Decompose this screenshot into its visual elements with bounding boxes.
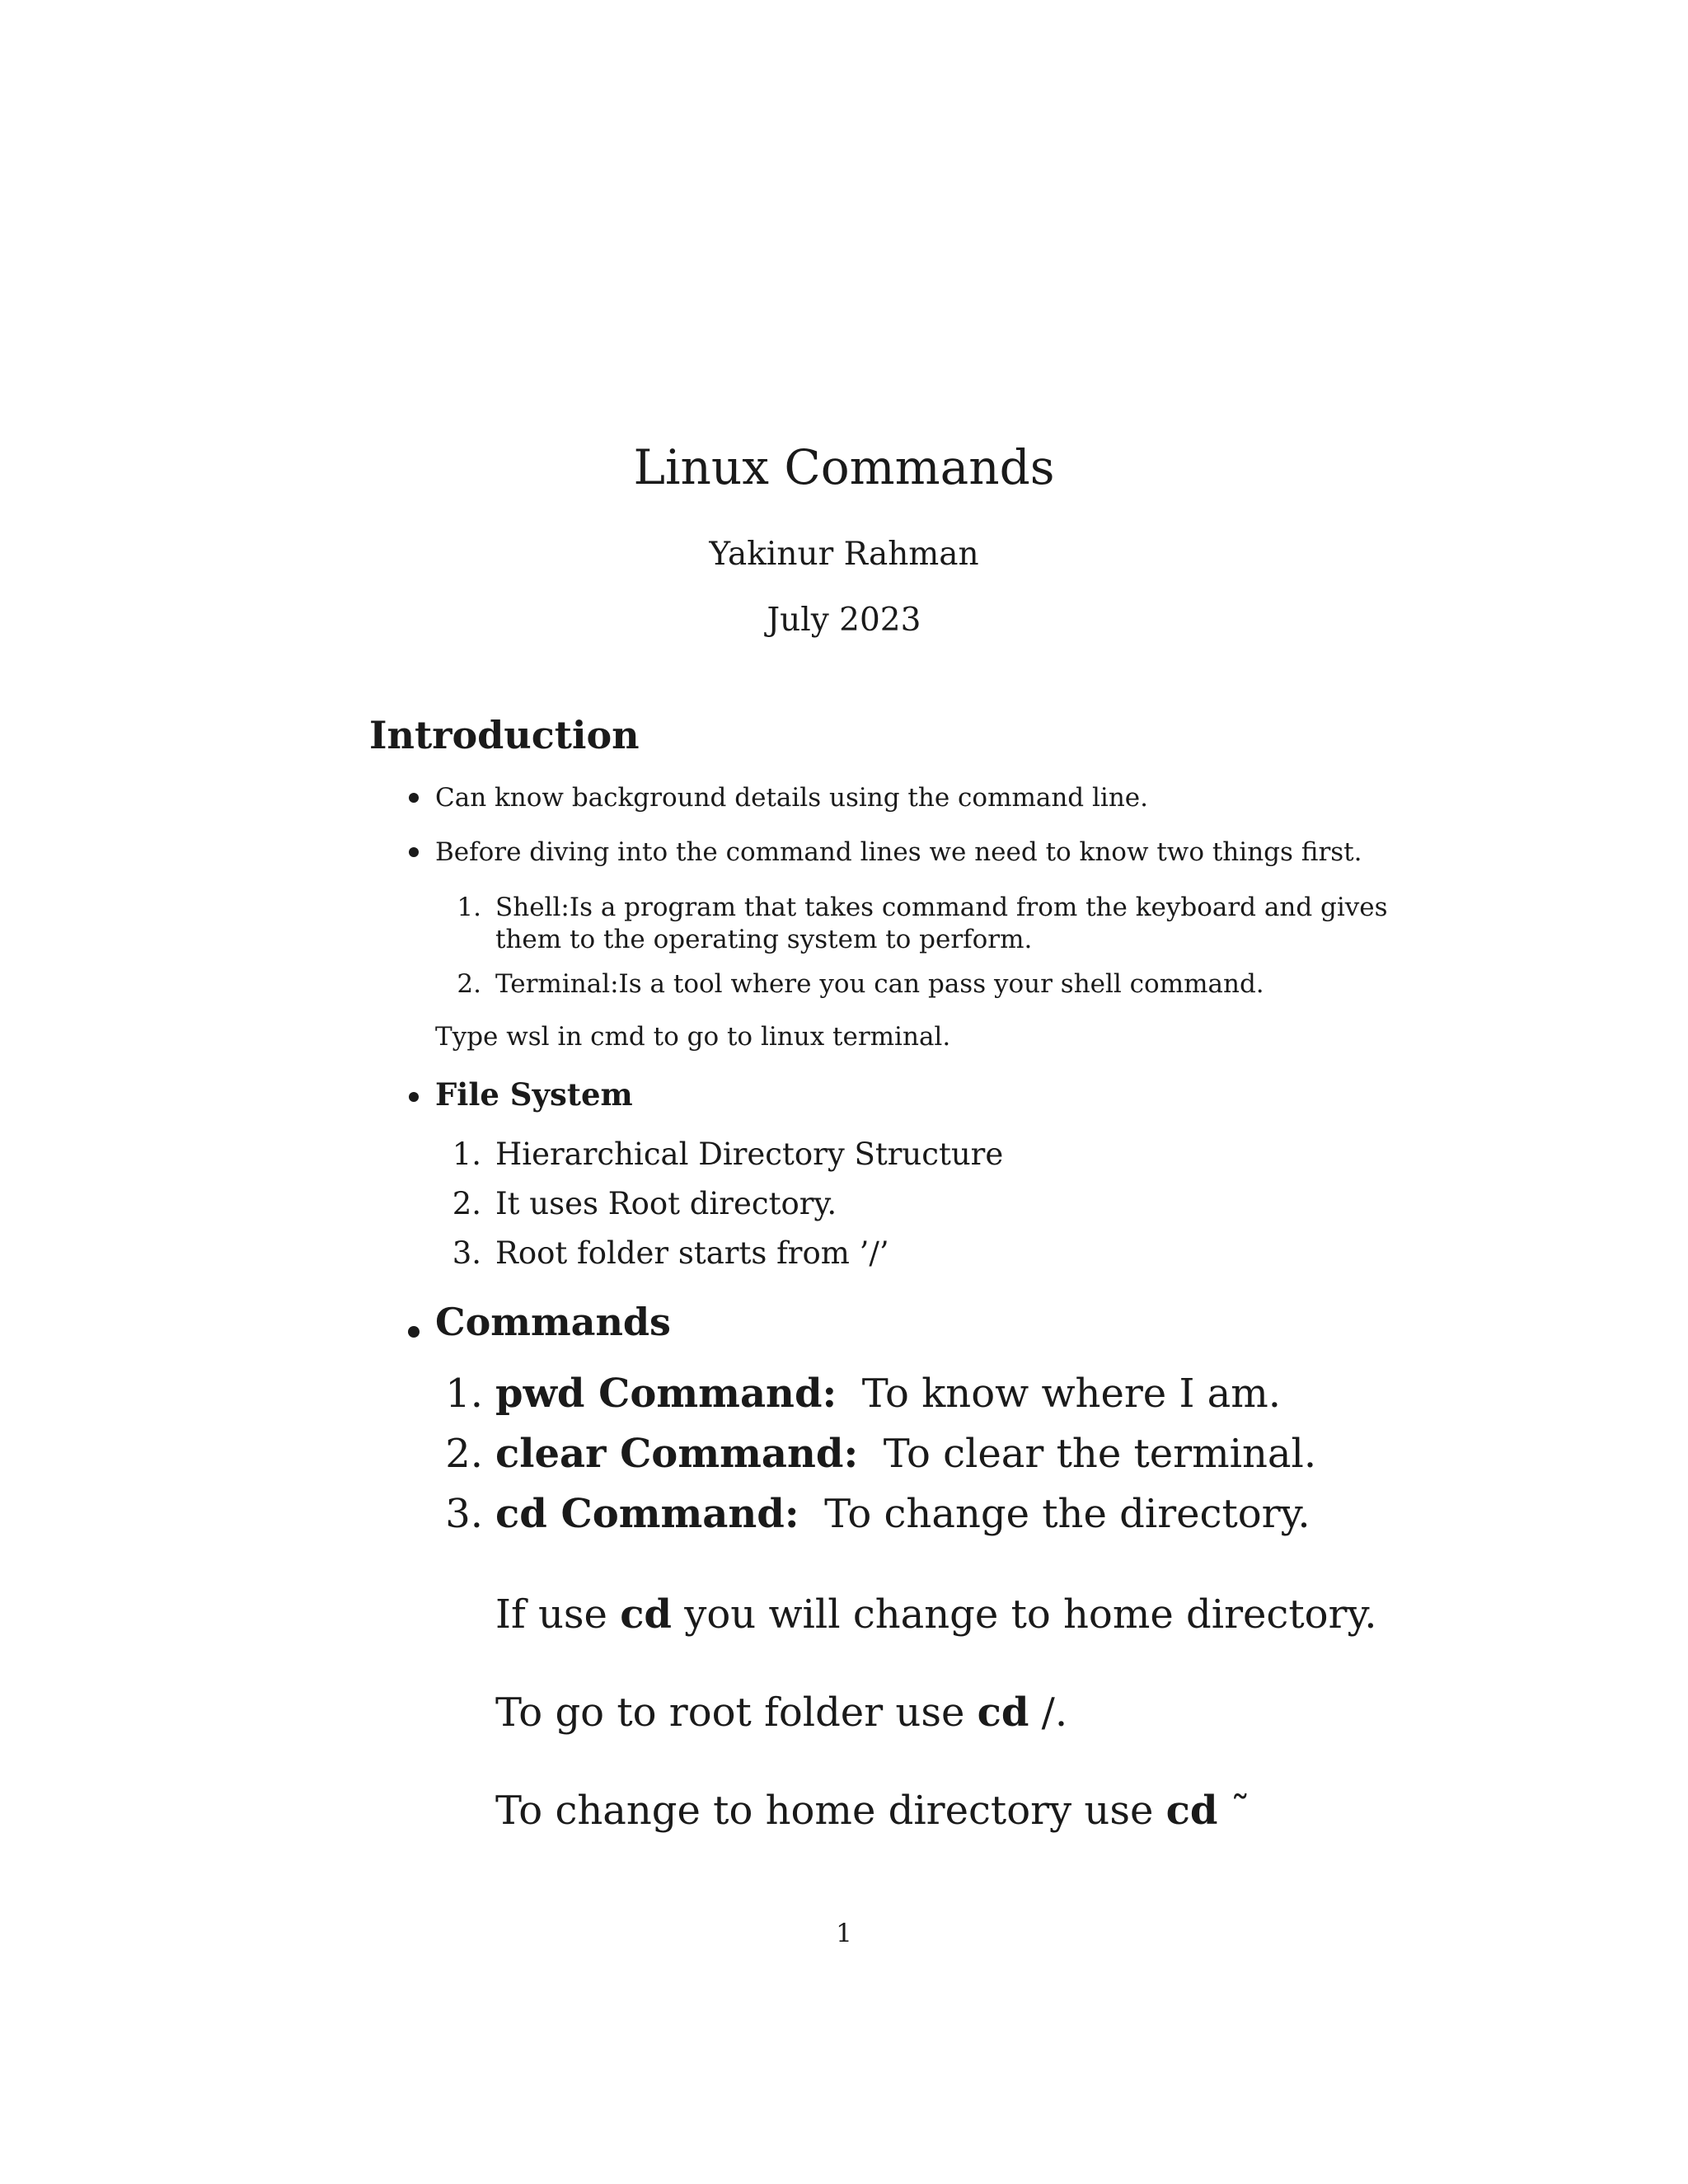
cd-note-root xyxy=(495,1687,1067,1738)
file-system-item: Hierarchical Directory Structure xyxy=(495,1137,1004,1172)
document-author: Yakinur Rahman xyxy=(709,536,979,573)
bullet-icon xyxy=(408,1326,420,1338)
list-number: 1. xyxy=(457,893,481,922)
page-number: 1 xyxy=(836,1919,852,1948)
list-number: 1. xyxy=(452,1137,481,1172)
command-item-clear xyxy=(495,1428,1316,1479)
intro-bullet-2: Before diving into the command lines we need to know two things first. xyxy=(435,837,1362,867)
cd-note-tilde xyxy=(495,1785,1250,1836)
note-text: /. xyxy=(1029,1690,1068,1736)
command-name: pwd Command: xyxy=(495,1371,837,1417)
list-number: 2. xyxy=(452,1186,481,1221)
shell-definition-line-1: Shell:Is a program that takes command from the keyboard and gives xyxy=(495,893,1388,922)
bullet-icon xyxy=(409,847,419,857)
document-date: July 2023 xyxy=(767,602,921,639)
note-text: you will change to home directory. xyxy=(672,1591,1377,1638)
section-heading-introduction: Introduction xyxy=(369,713,640,757)
command-item-cd xyxy=(495,1488,1311,1540)
note-text: To go to root folder use xyxy=(495,1690,978,1736)
command-name: clear Command: xyxy=(495,1431,859,1477)
cd-note-home xyxy=(495,1589,1376,1640)
intro-bullet-1: Can know background details using the command line. xyxy=(435,783,1149,813)
note-command: cd xyxy=(1165,1788,1218,1834)
list-number: 1. xyxy=(445,1371,483,1417)
file-system-item: It uses Root directory. xyxy=(495,1186,837,1221)
command-item-pwd xyxy=(495,1368,1281,1419)
list-number: 2. xyxy=(445,1431,483,1477)
list-number: 3. xyxy=(452,1235,481,1271)
list-number: 2. xyxy=(457,969,481,999)
document-title: Linux Commands xyxy=(633,439,1055,495)
section-heading-commands: Commands xyxy=(435,1300,671,1344)
note-text: To change to home directory use xyxy=(495,1788,1166,1834)
list-number: 3. xyxy=(445,1491,483,1537)
note-text: If use xyxy=(495,1591,621,1638)
shell-definition-line-2: them to the operating system to perform. xyxy=(495,925,1033,954)
section-heading-file-system: File System xyxy=(435,1076,633,1113)
command-description: To change the directory. xyxy=(824,1491,1311,1537)
terminal-definition: Terminal:Is a tool where you can pass your shell command. xyxy=(495,969,1264,999)
note-command: cd xyxy=(977,1690,1029,1736)
command-description: To clear the terminal. xyxy=(883,1431,1317,1477)
note-text: ˜ xyxy=(1217,1788,1250,1834)
file-system-item: Root folder starts from ’/’ xyxy=(495,1235,889,1271)
wsl-note: Type wsl in cmd to go to linux terminal. xyxy=(435,1022,951,1052)
bullet-icon xyxy=(409,1092,419,1102)
command-name: cd Command: xyxy=(495,1491,799,1537)
note-command: cd xyxy=(620,1591,672,1638)
command-description: To know where I am. xyxy=(861,1371,1282,1417)
bullet-icon xyxy=(409,793,419,803)
